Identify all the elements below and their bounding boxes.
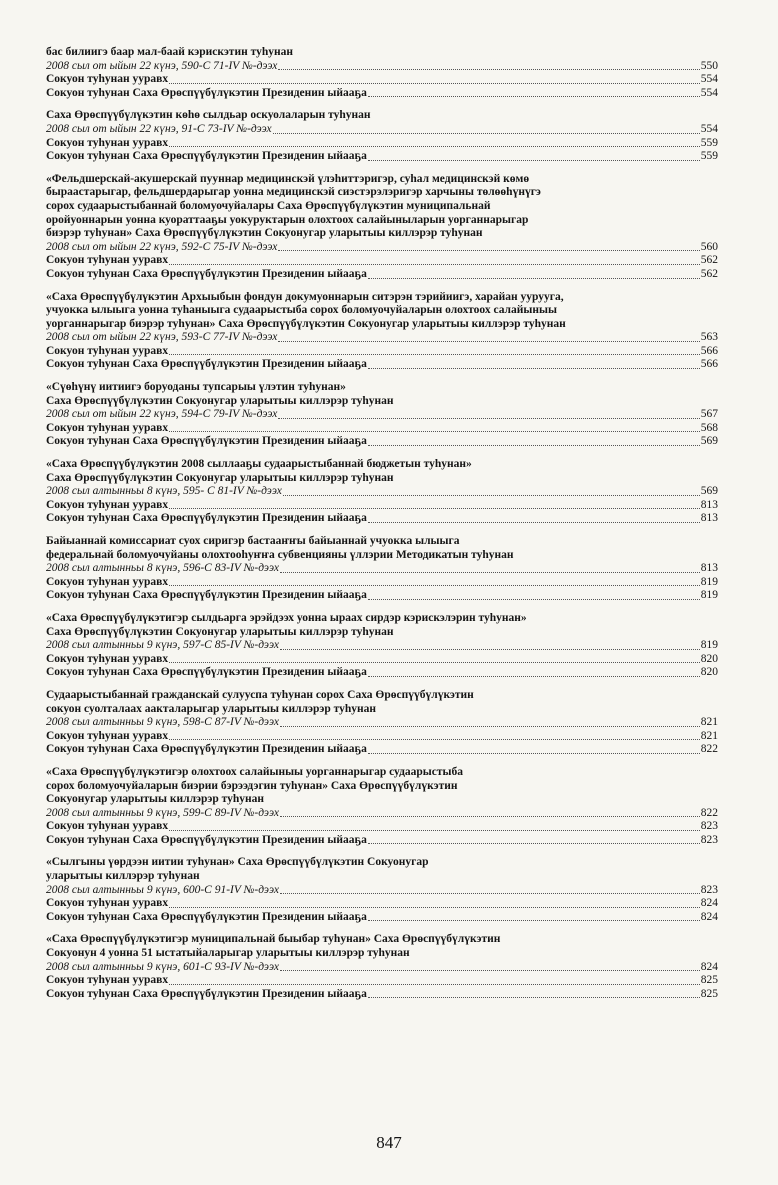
toc-date-text: 2008 сыл алтынньы 9 күнэ, 599-С 89-IV №-дээх [46, 806, 279, 819]
dot-leader [278, 250, 699, 251]
toc-entry [46, 109, 718, 163]
toc-entry [46, 689, 718, 757]
dot-leader [169, 830, 700, 831]
dot-leader [368, 753, 700, 754]
toc-sub-text: Сокуон туһунан ууравх [46, 136, 169, 149]
dot-leader [280, 572, 700, 573]
toc-sub-line [46, 268, 718, 282]
toc-entry [46, 458, 718, 526]
toc-date-text: 2008 сыл алтынньы 9 күнэ, 601-С 93-IV №-дээх [46, 960, 279, 973]
toc-page-ref: 821 [700, 716, 718, 729]
dot-leader [368, 368, 700, 369]
toc-page-ref: 822 [700, 743, 718, 756]
toc-page-ref: 824 [700, 910, 718, 923]
toc-date-line [46, 331, 718, 345]
toc-sub-line [46, 150, 718, 164]
toc-page-ref: 567 [700, 408, 718, 421]
toc-sub-line [46, 653, 718, 667]
toc-page-ref: 566 [700, 344, 718, 357]
toc-sub-line [46, 345, 718, 359]
toc-sub-line [46, 499, 718, 513]
dot-leader [169, 354, 700, 355]
dot-leader [368, 522, 700, 523]
toc-date-text: 2008 сыл от ыйын 22 күнэ, 593-С 77-IV №-дээх [46, 331, 278, 344]
toc-page-ref: 820 [700, 652, 718, 665]
toc-date-line [46, 485, 718, 499]
toc-sub-text: Сокуон туһунан Саха Өрөспүүбүлүкэтин Президенин ыйааҕа [46, 589, 367, 602]
toc-page-ref: 550 [700, 59, 718, 72]
dot-leader [368, 920, 700, 921]
toc-page-ref: 560 [700, 240, 718, 253]
dot-leader [368, 997, 700, 998]
toc-sub-line [46, 358, 718, 372]
dot-leader [280, 970, 700, 971]
toc-sub-text: Сокуон туһунан Саха Өрөспүүбүлүкэтин Президенин ыйааҕа [46, 267, 367, 280]
toc-sub-text: Сокуон туһунан Саха Өрөспүүбүлүкэтин Президенин ыйааҕа [46, 358, 367, 371]
toc-entry-title: «Саха Өрөспүүбүлүкэтигэр муниципальнай быыбар туһунан» Саха Өрөспүүбүлүкэтин Сокуонун 4 уонна 51 ыстатыйаларыгар уларытыы киллэрэр туһунан [46, 933, 501, 960]
toc-sub-text: Сокуон туһунан Саха Өрөспүүбүлүкэтин Президенин ыйааҕа [46, 666, 367, 679]
toc-page-ref: 823 [700, 833, 718, 846]
toc-date-text: 2008 сыл от ыйын 22 күнэ, 91-С 73-IV №-дээх [46, 122, 272, 135]
toc-page-ref: 825 [700, 974, 718, 987]
dot-leader [169, 662, 700, 663]
toc-page-ref: 813 [700, 512, 718, 525]
toc-sub-line [46, 512, 718, 526]
toc-sub-text: Сокуон туһунан ууравх [46, 820, 169, 833]
toc-page-ref: 559 [700, 136, 718, 149]
toc-entry [46, 173, 718, 282]
toc-date-line [46, 562, 718, 576]
toc-page-ref: 562 [700, 254, 718, 267]
toc-sub-line [46, 435, 718, 449]
toc-sub-text: Сокуон туһунан ууравх [46, 344, 169, 357]
dot-leader [368, 445, 700, 446]
dot-leader [368, 160, 700, 161]
toc-date-line [46, 60, 718, 74]
dot-leader [368, 96, 700, 97]
toc-page-ref: 554 [700, 86, 718, 99]
toc-page-ref: 559 [700, 150, 718, 163]
toc-sub-line [46, 666, 718, 680]
toc-date-line [46, 961, 718, 975]
toc-sub-text: Сокуон туһунан Саха Өрөспүүбүлүкэтин Президенин ыйааҕа [46, 833, 367, 846]
toc-sub-line [46, 137, 718, 151]
dot-leader [280, 893, 700, 894]
dot-leader [169, 907, 700, 908]
dot-leader [278, 341, 699, 342]
toc-sub-line [46, 730, 718, 744]
toc-page-ref: 554 [700, 73, 718, 86]
dot-leader [368, 676, 700, 677]
toc-entry [46, 856, 718, 924]
toc-date-line [46, 884, 718, 898]
toc-sub-line [46, 87, 718, 101]
dot-leader [280, 726, 700, 727]
toc-date-line [46, 716, 718, 730]
dot-leader [280, 816, 700, 817]
toc-entry-title: Судаарыстыбаннай гражданскай сулууспа туһунан сорох Саха Өрөспүүбүлүкэтин сокуон суолталаах аакталарыгар уларытыы киллэрэр туһунан [46, 688, 474, 715]
toc-entry-title: бас билиигэ баар мал-баай кэрискэтин туһунан [46, 46, 293, 58]
toc-sub-line [46, 911, 718, 925]
toc-sub-text: Сокуон туһунан ууравх [46, 652, 169, 665]
dot-leader [278, 418, 699, 419]
toc-sub-line [46, 422, 718, 436]
dot-leader [273, 133, 700, 134]
dot-leader [368, 278, 700, 279]
toc-entry [46, 612, 718, 680]
dot-leader [169, 739, 700, 740]
toc-entry-title: «Сүөһүнү иитиигэ боруоданы тупсарыы үлэтин туһунан» Саха Өрөспүүбүлүкэтин Сокуонугар уларытыы киллэрэр туһунан [46, 381, 394, 407]
toc-sub-line [46, 974, 718, 988]
toc-sub-text: Сокуон туһунан ууравх [46, 897, 169, 910]
toc-page-ref: 562 [700, 267, 718, 280]
toc-entry [46, 535, 718, 603]
dot-leader [368, 843, 700, 844]
toc-page-ref: 824 [700, 897, 718, 910]
dot-leader [169, 508, 700, 509]
toc-entry-title: Саха Өрөспүүбүлүкэтин көһө сылдьар оскуолаларын туһунан [46, 109, 371, 122]
toc-sub-text: Сокуон туһунан Саха Өрөспүүбүлүкэтин Президенин ыйааҕа [46, 512, 367, 525]
toc-sub-text: Сокуон туһунан Саха Өрөспүүбүлүкэтин Президенин ыйааҕа [46, 150, 367, 163]
toc-sub-text: Сокуон туһунан ууравх [46, 729, 169, 742]
dot-leader [278, 69, 699, 70]
toc-sub-text: Сокуон туһунан ууравх [46, 421, 169, 434]
toc-date-line [46, 807, 718, 821]
dot-leader [169, 431, 700, 432]
toc-date-text: 2008 сыл алтынньы 9 күнэ, 597-С 85-IV №-дээх [46, 639, 279, 652]
toc-sub-text: Сокуон туһунан Саха Өрөспүүбүлүкэтин Президенин ыйааҕа [46, 743, 367, 756]
dot-leader [169, 83, 700, 84]
toc-entry-title: «Саха Өрөспүүбүлүкэтин 2008 сыллааҕы судаарыстыбаннай бюджетын туһунан» Саха Өрөспүүбүлүкэтин Сокуонугар уларытыы киллэрэр туһунан [46, 458, 472, 484]
dot-leader [169, 146, 700, 147]
toc-page-ref: 823 [700, 820, 718, 833]
toc-page-ref: 825 [700, 987, 718, 1000]
page-number: 847 [376, 1133, 402, 1152]
toc-sub-text: Сокуон туһунан Саха Өрөспүүбүлүкэтин Президенин ыйааҕа [46, 910, 367, 923]
toc-date-text: 2008 сыл алтынньы 8 күнэ, 596-С 83-IV №-дээх [46, 562, 279, 575]
toc-sub-line [46, 897, 718, 911]
toc-date-line [46, 639, 718, 653]
toc-page-ref: 813 [700, 562, 718, 575]
toc-page-ref: 822 [700, 806, 718, 819]
toc-page-ref: 819 [700, 639, 718, 652]
toc-sub-line [46, 254, 718, 268]
toc-date-line [46, 241, 718, 255]
toc-page-ref: 566 [700, 358, 718, 371]
toc-date-text: 2008 сыл алтынньы 9 күнэ, 598-С 87-IV №-дээх [46, 716, 279, 729]
toc-entry [46, 291, 718, 373]
toc-sub-text: Сокуон туһунан ууравх [46, 575, 169, 588]
toc-date-line [46, 123, 718, 137]
toc-page-ref: 563 [700, 331, 718, 344]
toc-page-ref: 823 [700, 883, 718, 896]
toc-entry [46, 46, 718, 100]
toc-sub-line [46, 576, 718, 590]
toc-sub-line [46, 820, 718, 834]
toc-date-text: 2008 сыл от ыйын 22 күнэ, 594-С 79-IV №-дээх [46, 408, 278, 421]
toc-page-ref: 820 [700, 666, 718, 679]
toc-date-text: 2008 сыл алтынньы 8 күнэ, 595- С 81-IV №-дээх [46, 485, 282, 498]
toc-sub-text: Сокуон туһунан Саха Өрөспүүбүлүкэтин Президенин ыйааҕа [46, 987, 367, 1000]
toc-sub-text: Сокуон туһунан ууравх [46, 498, 169, 511]
toc-entry-title: Байыаннай комиссариат суох сиригэр бастааҥҥы байыаннай учуокка ылыыга федеральнай боломуочуйаны олохтооһуҥҥа субвенцияны үллэрии Методикатын туһунан [46, 535, 514, 561]
toc-page-ref: 819 [700, 575, 718, 588]
toc-date-text: 2008 сыл от ыйын 22 күнэ, 590-С 71-IV №-дээх [46, 59, 278, 72]
toc-sub-text: Сокуон туһунан ууравх [46, 974, 169, 987]
toc-entry-title: «Фельдшерскай-акушерскай пууннар медицинскэй үлэһиттэригэр, суһал медицинскэй көмө быраастарыгар, фельдшердарыгар уонна медицинскэй сиэстэрэлэригэр харчыны төлөөһүнүгэ сорох судаарыстыбаннай боломуочуйалары Саха Өрөспүүбүлүкэтин муниципальнай оройуоннарын уонна куораттааҕы уокуруктарын олохтоох салайыныларын уорганнарыгар биэрэр туһунан» Саха Өрөспүүбүлүкэтин Сокуонугар уларытыы киллэрэр туһунан [46, 172, 541, 240]
toc-entry-title: «Саха Өрөспүүбүлүкэтигэр олохтоох салайыныы уорганнарыгар судаарыстыба сорох боломуочуйаларын биэрии бэрээдэгин туһунан» Саха Өрөспүүбүлүкэтин Сокуонугар уларытыы киллэрэр туһунан [46, 765, 464, 806]
table-of-contents [46, 46, 718, 1010]
toc-sub-line [46, 743, 718, 757]
toc-sub-text: Сокуон туһунан ууравх [46, 254, 169, 267]
toc-entry [46, 381, 718, 449]
toc-sub-line [46, 73, 718, 87]
toc-entry [46, 766, 718, 848]
toc-page-ref: 569 [700, 485, 718, 498]
toc-page-ref: 569 [700, 435, 718, 448]
toc-sub-text: Сокуон туһунан ууравх [46, 73, 169, 86]
toc-date-text: 2008 сыл алтынньы 9 күнэ, 600-С 91-IV №-дээх [46, 883, 279, 896]
toc-entry-title: «Саха Өрөспүүбүлүкэтин Архыыбын фондун докумуоннарын ситэрэн тэрийиигэ, харайан уурууга, учуокка ылыыга уонна туһаныыга судаарыстыба сорох боломуочуйаларын олохтоох салайыныы уорганнарыгар биэрэр туһунан» Саха Өрөспүүбүлүкэтин Сокуонугар уларытыы киллэрэр туһунан [46, 290, 566, 330]
toc-page-ref: 821 [700, 729, 718, 742]
dot-leader [280, 649, 700, 650]
dot-leader [169, 264, 700, 265]
toc-sub-line [46, 988, 718, 1002]
dot-leader [169, 984, 700, 985]
toc-page-ref: 554 [700, 122, 718, 135]
toc-date-line [46, 408, 718, 422]
toc-sub-line [46, 589, 718, 603]
toc-entry-title: «Саха Өрөспүүбүлүкэтигэр сылдьарга эрэйдээх уонна ыраах сирдэр кэрискэлэрин туһунан» Саха Өрөспүүбүлүкэтин Сокуонугар уларытыы киллэрэр туһунан [46, 611, 527, 638]
toc-page-ref: 813 [700, 498, 718, 511]
toc-sub-line [46, 834, 718, 848]
dot-leader [169, 585, 700, 586]
toc-date-text: 2008 сыл от ыйын 22 күнэ, 592-С 75-IV №-дээх [46, 240, 278, 253]
toc-page-ref: 824 [700, 960, 718, 973]
toc-page-ref: 568 [700, 421, 718, 434]
dot-leader [368, 599, 700, 600]
toc-entry [46, 933, 718, 1001]
toc-page-ref: 819 [700, 589, 718, 602]
toc-sub-text: Сокуон туһунан Саха Өрөспүүбүлүкэтин Президенин ыйааҕа [46, 86, 367, 99]
toc-sub-text: Сокуон туһунан Саха Өрөспүүбүлүкэтин Президенин ыйааҕа [46, 435, 367, 448]
dot-leader [283, 495, 700, 496]
toc-entry-title: «Сылгыны үөрдээн иитии туһунан» Саха Өрөспүүбүлүкэтин Сокуонугар уларытыы киллэрэр туһунан [46, 856, 429, 883]
